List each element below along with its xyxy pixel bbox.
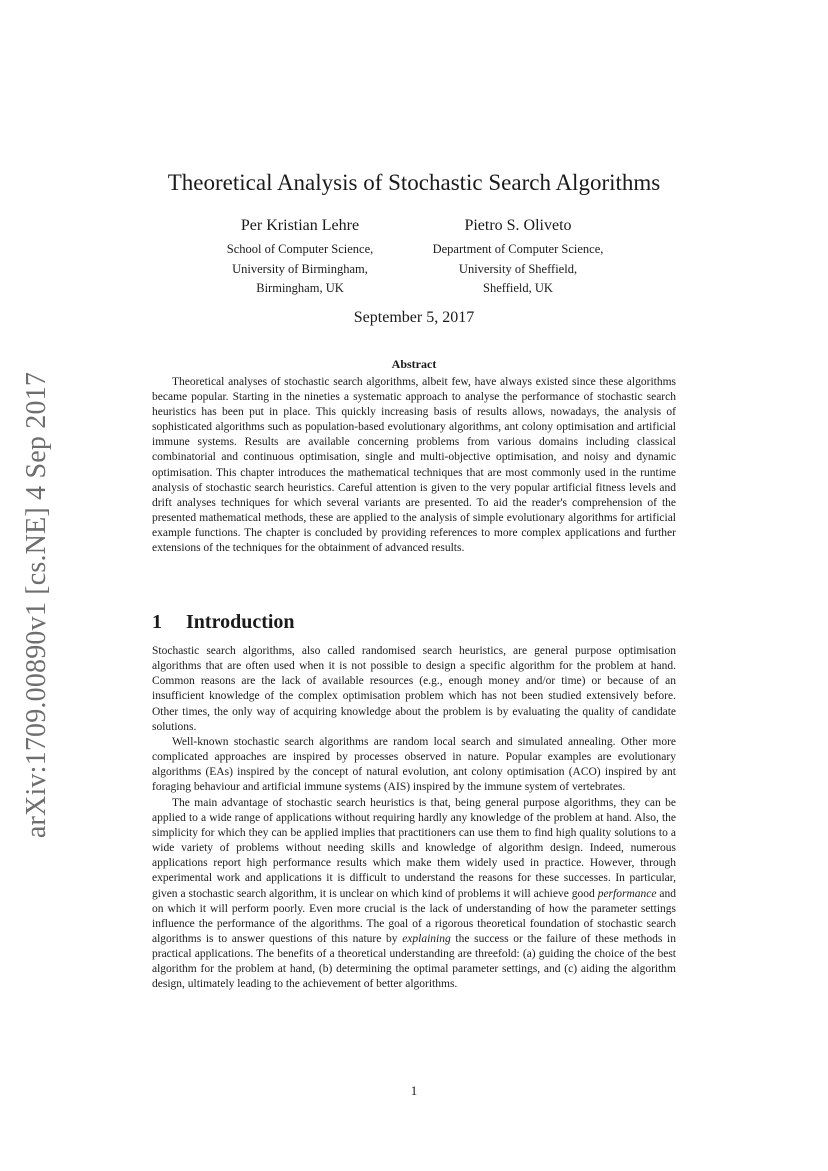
author-block-2	[408, 214, 628, 299]
abstract-heading: Abstract	[391, 357, 437, 371]
author-affiliation-line: Department of Computer Science,	[432, 242, 604, 256]
paragraph-text: and on which it will perform poorly. Even more crucial is the lack of understanding of how the parameter settings influence the performance of the algorithms. The goal of a rigorous theoretical foundation of stochastic search algorithms is to answer questions of this nature by	[152, 887, 676, 945]
arxiv-identifier: arXiv:1709.00890v1 [cs.NE] 4 Sep 2017	[21, 371, 52, 839]
abstract-text: Theoretical analyses of stochastic search algorithms, albeit few, have always existed since these algorithms became popular. Starting in the nineties a systematic approach to analyse the performance of stochastic search heuristics has been put in place. This quickly increasing basis of results allows, nowadays, the analysis of sophisticated algorithms such as population-based evolutionary algorithms, ant colony optimisation and artificial immune systems. Results are available concerning problems from various domains including classical combinatorial and continuous optimisation, single and multi-objective optimisation, and noisy and dynamic optimisation. This chapter introduces the mathematical techniques that are most commonly used in the runtime analysis of stochastic search heuristics. Careful attention is given to the very popular artificial fitness levels and drift analyses techniques for which several variants are presented. To aid the reader's comprehension of the presented mathematical methods, these are applied to the analysis of simple evolutionary algorithms for artificial example functions. The chapter is concluded by providing references to more complex applications and further extensions of the techniques for the obtainment of advanced results.	[152, 376, 676, 555]
paragraph-text: The main advantage of stochastic search heuristics is that, being general purpose algorithms, they can be applied to a wide range of applications without requiring hardly any knowledge of the problem at hand. Also, the simplicity for which they can be applied implies that practitioners can use them to find high quality solutions to a wide variety of problems without needing skills and knowledge of algorithm design. Indeed, numerous applications report high performance results which make them widely used in practice. However, through experimental work and applications it is difficult to understand the reasons for these successes. In particular, given a stochastic search algorithm, it is unclear on which kind of problems it will achieve good	[152, 796, 676, 900]
author-affiliation-line: University of Sheffield,	[458, 261, 578, 276]
paper-date: September 5, 2017	[353, 309, 475, 326]
author-affiliation-line: Birmingham, UK	[256, 281, 344, 295]
author-affiliation-line: School of Computer Science,	[226, 242, 374, 256]
section-number: 1	[152, 611, 162, 633]
author-name: Per Kristian Lehre	[240, 217, 360, 234]
author-affiliation-line: University of Birmingham,	[232, 261, 368, 276]
paper-title: Theoretical Analysis of Stochastic Search Algorithms	[167, 170, 661, 195]
section-title: Introduction	[186, 611, 295, 633]
page-number: 1	[410, 1083, 418, 1098]
paragraph: Stochastic search algorithms, also called randomised search heuristics, are general purpose optimisation algorithms that are often used when it is not possible to design a specific algorithm for the problem at hand. Common reasons are the lack of available resources (e.g., enough money and/or time) or because of an insufficient knowledge of the complex optimisation problem which has not been studied extensively before. Other times, the only way of acquiring knowledge about the problem is by evaluating the quality of candidate solutions.	[152, 645, 676, 733]
author-name: Pietro S. Oliveto	[464, 217, 572, 234]
author-block-1	[190, 214, 410, 299]
author-affiliation-line: Sheffield, UK	[483, 281, 553, 295]
emphasis-text: explaining	[402, 932, 451, 945]
section-body	[152, 644, 676, 993]
arxiv-sidebar	[14, 370, 60, 840]
abstract	[152, 356, 676, 556]
emphasis-text: performance	[597, 887, 657, 900]
paragraph-text: the success or the failure of these methods in practical applications. The benefits of a theoretical understanding are threefold: (a) guiding the choice of the best algorithm for the problem at hand, (b) determining the optimal parameter settings, and (c) aiding the algorithm design, ultimately leading to the achievement of better algorithms.	[152, 932, 676, 991]
paragraph	[152, 796, 676, 993]
paragraph: Well-known stochastic search algorithms are random local search and simulated annealing. Other more complicated approaches are inspired by processes observed in nature. Popular examples are evolutionary algorithms (EAs) inspired by the concept of natural evolution, ant colony optimisation (ACO) inspired by ant foraging behaviour and artificial immune systems (AIS) inspired by the immune system of vertebrates.	[152, 735, 676, 794]
section-heading	[152, 609, 295, 635]
